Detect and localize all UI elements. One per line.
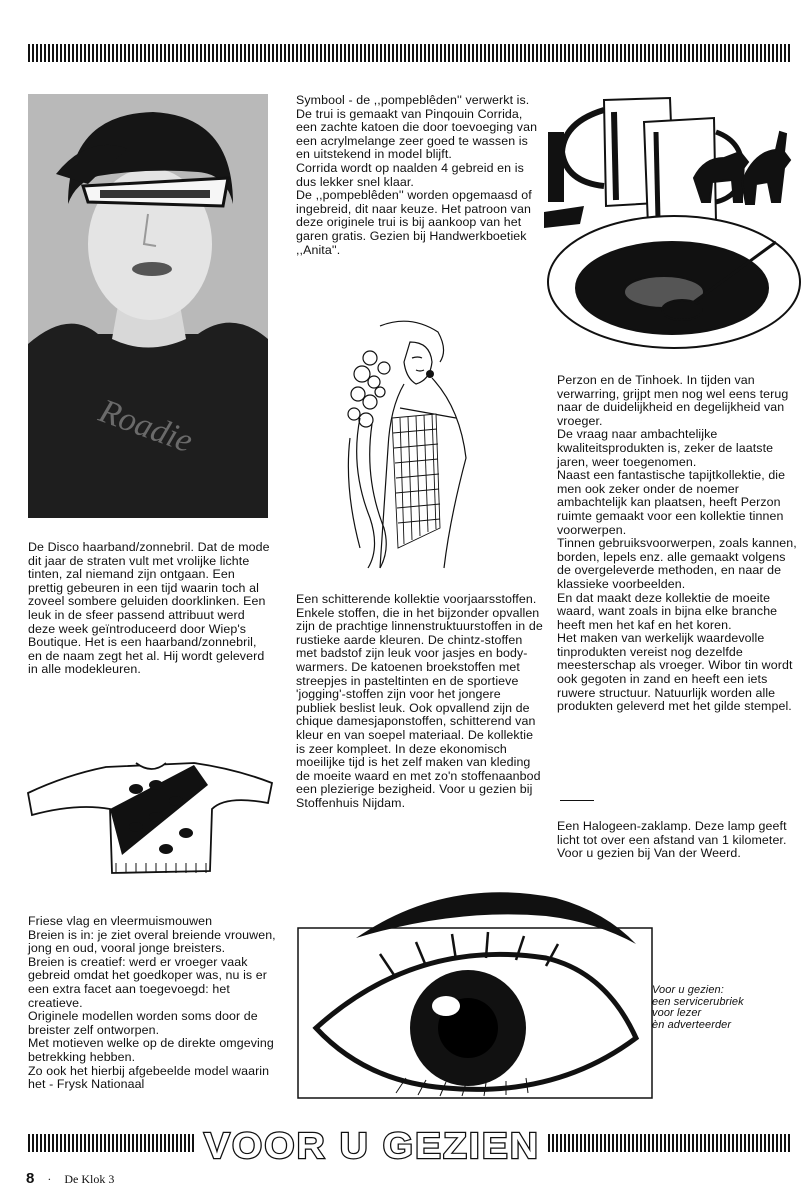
top-stripe — [28, 44, 790, 62]
article-perzon-p3: Naast een fantastische tapijtkollektie, die men ook zeker onder de noemer ambachtelijk kan plaatsen, heeft Perzon ruimte gemaakt voor een kollektie tinnen voorwerpen. — [557, 468, 786, 537]
eye-caption — [652, 985, 792, 1031]
bottom-stripe-left — [28, 1134, 196, 1152]
shirt-print: Roadie — [94, 392, 198, 461]
article-perzon-p6: Het maken van werkelijk waardevolle tinprodukten vereist nog dezelfde meesterschap als vroeger. Wibor tin wordt ook gegoten in zand en heeft een iets ruwere structuur. Natuurlijk worden alle produkten geleverd met het gilde stempel. — [557, 631, 793, 714]
fashion-sketch — [340, 318, 470, 576]
eye-caption-line3: voor lezer — [652, 1007, 702, 1020]
article-perzon-p5: En dat maakt deze kollektie de moeite waard, want zoals in bijna elke branche heeft men het kaf en het koren. — [557, 590, 778, 632]
eye-illustration — [296, 888, 654, 1103]
column-divider — [560, 800, 594, 801]
article-perzon-p4: Tinnen gebruiksvoorwerpen, zoals kannen, borden, lepels enz. alle gemaakt volgens de overgeleverde methoden, en naar de klassieke voorbeelden. — [557, 536, 797, 591]
article-trui-p2: De trui is gemaakt van Pinqouin Corrida, een zachte katoen die door toevoeging van een acrylmelange zeer goed te wassen is en uitstekend in model blijft. — [296, 106, 538, 162]
article-breien-p3: Originele modellen worden soms door de breister zelf ontworpen. — [28, 1009, 258, 1037]
article-perzon-p2: De vraag naar ambachtelijke kwaliteitsprodukten is, zeker de laatste jaren, weer toegenomen. — [557, 427, 774, 469]
article-breien-p5: Zo ook het hierbij afgebeelde model waarin het - Frysk Nationaal — [28, 1063, 270, 1092]
article-breien — [28, 915, 278, 1092]
article-breien-title: Friese vlag en vleermuismouwen — [28, 914, 213, 928]
article-lamp — [557, 820, 802, 861]
bottom-stripe-right — [548, 1134, 790, 1152]
sweater-drawing — [26, 745, 274, 875]
article-trui — [296, 94, 541, 257]
page-number: 8 — [26, 1170, 35, 1187]
article-disco-text: De Disco haarband/zonnebril. Dat de mode dit jaar de straten vult met vrolijke lichte tinten, zal niemand zijn ontgaan. Een prettig gebeuren in een tijd waarin toch al zoveel sombere geluiden doorklinken. Een leuk in de sfeer passend attribuut werd deze week geïntroduceerd door Wiep's Boutique. Het is een haarband/zonnebril, en de naam zegt het al. Hij wordt geleverd in alle modekleuren. — [28, 540, 270, 677]
banner-title: VOOR U GEZIEN — [204, 1125, 540, 1166]
eye-caption-line4: èn adverteerder — [652, 1018, 732, 1031]
article-lamp-text: Een Halogeen-zaklamp. Deze lamp geeft licht tot over een afstand van 1 kilometer. Voor u gezien bij Van der Weerd. — [557, 819, 787, 861]
article-stoffen-text: Een schitterende kollektie voorjaarsstoffen. Enkele stoffen, die in het bijzonder opvallen zijn de prachtige linnenstruktuurstoffen in de rustieke aarde kleuren. De chintz-stoffen met badstof zijn leuk voor jasjes en body-warmers. De katoenen broekstoffen met streepjes in pasteltinten en de sportieve 'jogging'-stoffen zijn voor het jongere publiek beslist leuk. Ook opvallend zijn de chique damesjaponstoffen, schitterend van kleur en van soepel materiaal. De kollektie is zeer kompleet. In deze ekonomisch moeilijke tijd is het zelf maken van kleding de moeite waard en met zo'n stoffenaanbod een plezierige bezigheid. Voor u gezien bij Stoffenhuis Nijdam. — [296, 592, 543, 810]
magazine-name: De Klok 3 — [64, 1172, 115, 1186]
article-disco — [28, 541, 273, 677]
article-trui-p3: Corrida wordt op naalden 4 gebreid en is dus lekker snel klaar. — [296, 160, 524, 189]
article-trui-p1: Symbool - de ,,pompeblêden'' verwerkt is. — [296, 93, 530, 107]
footer-separator: · — [47, 1172, 52, 1186]
article-perzon — [557, 374, 799, 714]
article-breien-p4: Met motieven welke op de direkte omgeving betrekking hebben. — [28, 1036, 274, 1064]
article-breien-p2: Breien is creatief: werd er vroeger vaak gebreid omdat het goedkoper was, nu is er een extra facet aan toegevoegd: het creatieve. — [28, 954, 267, 1010]
article-breien-p1: Breien is in: je ziet overal breiende vrouwen, jong en oud, vooral jonge breisters. — [28, 927, 276, 956]
page-footer — [26, 1170, 114, 1187]
article-trui-p4: De ,,pompeblêden'' worden opgemaasd of ingebreid, dit naar keuze. Het patroon van deze originele trui is bij aankoop van het garen gratis. Gezien bij Handwerkboetiek ,,Anita''. — [296, 188, 532, 257]
eye-caption-line2: een servicerubriek — [652, 995, 744, 1008]
pewter-drawing — [544, 92, 802, 352]
article-stoffen — [296, 593, 544, 811]
photo-disco-headband — [28, 94, 268, 518]
eye-caption-line1: Voor u gezien: — [652, 984, 724, 996]
article-perzon-p1: Perzon en de Tinhoek. In tijden van verwarring, grijpt men nog wel eens terug naar de duidelijkheid en degelijkheid van vroeger. — [557, 373, 789, 428]
banner-logo — [196, 1118, 548, 1168]
